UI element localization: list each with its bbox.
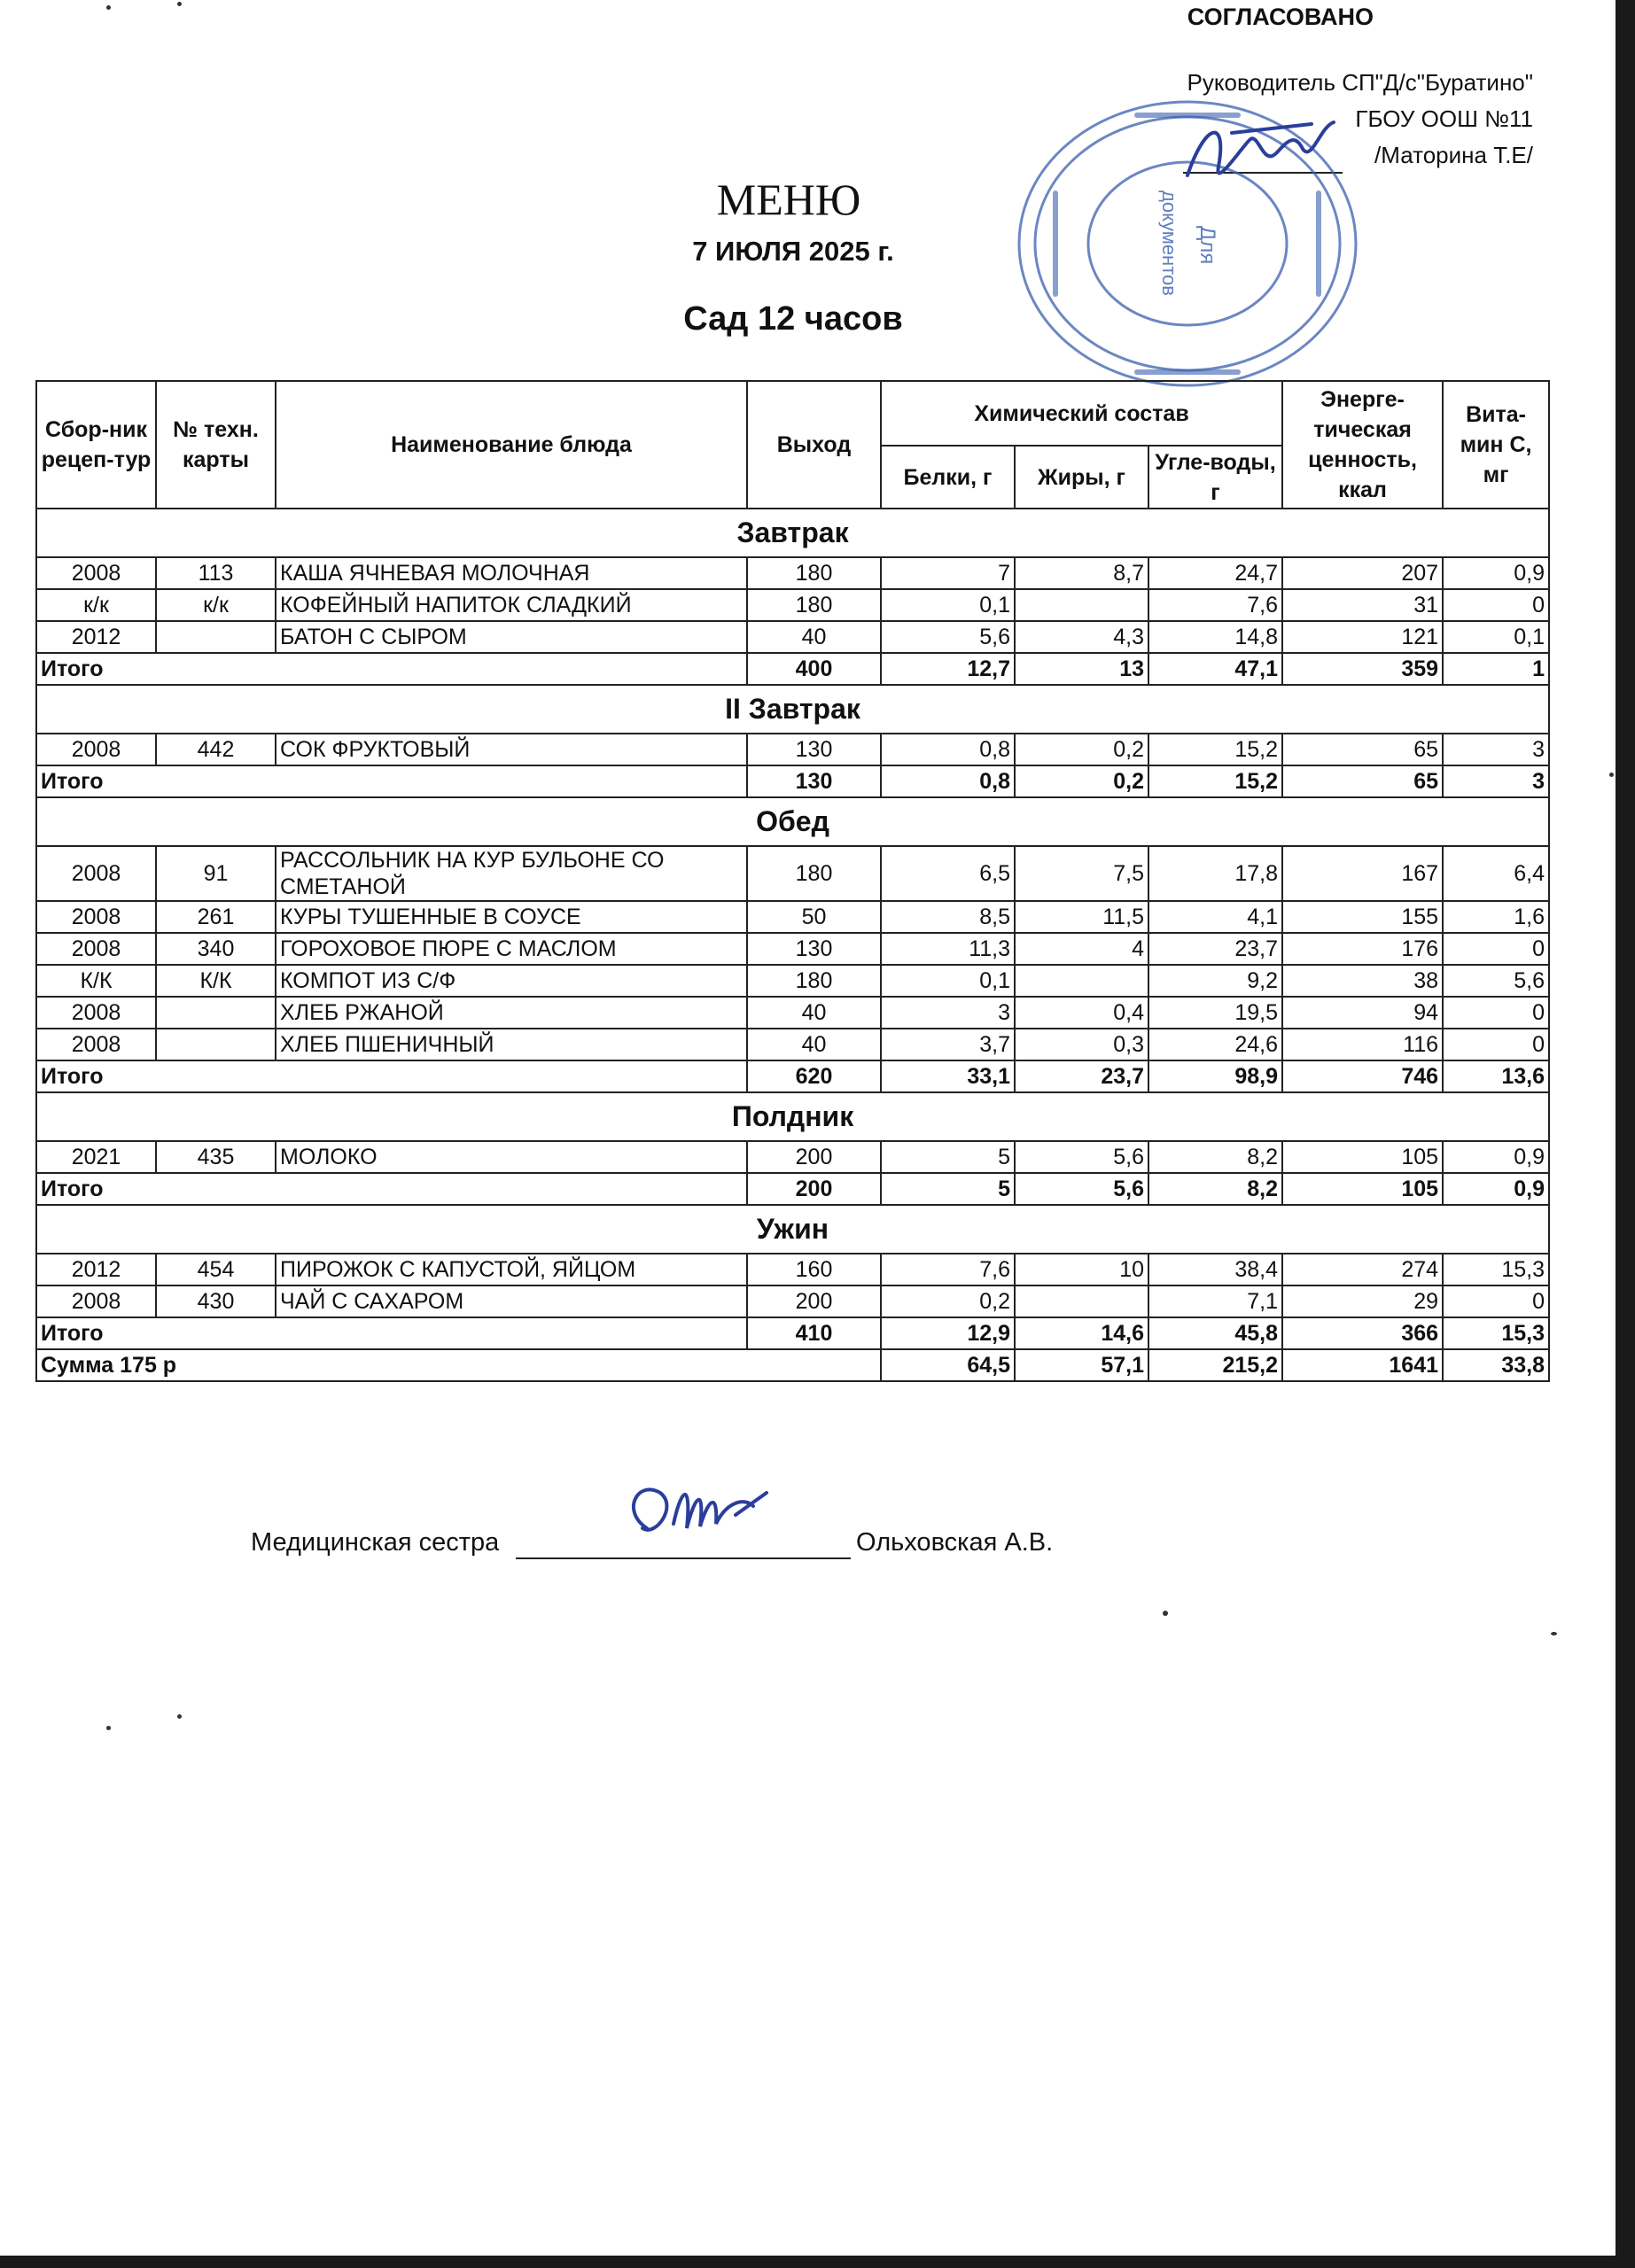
- cell-carbs: 24,6: [1148, 1029, 1282, 1060]
- cell-vitamin: 1,6: [1443, 901, 1549, 933]
- cell-protein: 7,6: [881, 1254, 1015, 1285]
- header-chemical: Химический состав: [881, 381, 1282, 446]
- total-carbs: 98,9: [1148, 1060, 1282, 1092]
- total-carbs: 15,2: [1148, 765, 1282, 797]
- cell-energy: 274: [1282, 1254, 1443, 1285]
- cell-collection: К/К: [36, 965, 156, 997]
- total-energy: 65: [1282, 765, 1443, 797]
- total-yield: 130: [747, 765, 881, 797]
- cell-yield: 50: [747, 901, 881, 933]
- table-row: [36, 557, 1549, 589]
- section-title: Обед: [36, 797, 1549, 846]
- cell-card: [156, 621, 276, 653]
- cell-energy: 31: [1282, 589, 1443, 621]
- cell-vitamin: 0: [1443, 589, 1549, 621]
- total-carbs: 47,1: [1148, 653, 1282, 685]
- cell-collection: 2008: [36, 557, 156, 589]
- nurse-name: Ольховская А.В.: [856, 1528, 1054, 1557]
- cell-protein: 3: [881, 997, 1015, 1029]
- total-yield: 400: [747, 653, 881, 685]
- header-collection: Сбор-ник рецеп-тур: [36, 381, 156, 509]
- stamp-text-1: Для: [1195, 226, 1219, 265]
- scan-speck: [1609, 773, 1614, 777]
- scan-speck: [177, 2, 182, 6]
- total-fat: 13: [1015, 653, 1148, 685]
- cell-name: ХЛЕБ ПШЕНИЧНЫЙ: [276, 1029, 747, 1060]
- cell-carbs: 14,8: [1148, 621, 1282, 653]
- cell-name: МОЛОКО: [276, 1141, 747, 1173]
- scan-edge-right: [1616, 0, 1635, 2268]
- cell-fat: 0,4: [1015, 997, 1148, 1029]
- cell-card: 340: [156, 933, 276, 965]
- grand-total-row: [36, 1349, 1549, 1381]
- cell-fat: [1015, 1285, 1148, 1317]
- grand-total-label: Сумма 175 р: [36, 1349, 881, 1381]
- menu-table: [35, 380, 1550, 1382]
- cell-protein: 5: [881, 1141, 1015, 1173]
- cell-energy: 65: [1282, 734, 1443, 765]
- cell-energy: 167: [1282, 846, 1443, 901]
- grand-total-protein: 64,5: [881, 1349, 1015, 1381]
- menu-session: Сад 12 часов: [683, 300, 903, 338]
- cell-fat: 8,7: [1015, 557, 1148, 589]
- scan-speck: [177, 1714, 182, 1719]
- cell-card: 261: [156, 901, 276, 933]
- cell-collection: 2012: [36, 1254, 156, 1285]
- menu-date: 7 ИЮЛЯ 2025 г.: [692, 236, 894, 267]
- cell-carbs: 17,8: [1148, 846, 1282, 901]
- cell-protein: 0,2: [881, 1285, 1015, 1317]
- cell-name: СОК ФРУКТОВЫЙ: [276, 734, 747, 765]
- total-fat: 23,7: [1015, 1060, 1148, 1092]
- table-row: [36, 846, 1549, 901]
- cell-fat: 4: [1015, 933, 1148, 965]
- cell-card: 442: [156, 734, 276, 765]
- total-yield: 410: [747, 1317, 881, 1349]
- cell-energy: 116: [1282, 1029, 1443, 1060]
- cell-card: [156, 1029, 276, 1060]
- cell-yield: 180: [747, 965, 881, 997]
- header-energy: Энерге-тическая ценность, ккал: [1282, 381, 1443, 509]
- cell-collection: 2021: [36, 1141, 156, 1173]
- cell-collection: к/к: [36, 589, 156, 621]
- table-row: [36, 1029, 1549, 1060]
- grand-total-carbs: 215,2: [1148, 1349, 1282, 1381]
- total-label: Итого: [36, 1060, 747, 1092]
- total-label: Итого: [36, 1173, 747, 1205]
- total-energy: 746: [1282, 1060, 1443, 1092]
- total-fat: 5,6: [1015, 1173, 1148, 1205]
- cell-name: КОМПОТ ИЗ С/Ф: [276, 965, 747, 997]
- total-energy: 105: [1282, 1173, 1443, 1205]
- total-row: [36, 1173, 1549, 1205]
- section-header: [36, 509, 1549, 557]
- stamp-text-2: документов: [1158, 190, 1180, 296]
- total-row: [36, 765, 1549, 797]
- total-label: Итого: [36, 1317, 747, 1349]
- section-header: [36, 685, 1549, 734]
- cell-card: [156, 997, 276, 1029]
- cell-fat: 5,6: [1015, 1141, 1148, 1173]
- cell-energy: 105: [1282, 1141, 1443, 1173]
- cell-fat: [1015, 589, 1148, 621]
- cell-name: ПИРОЖОК С КАПУСТОЙ, ЯЙЦОМ: [276, 1254, 747, 1285]
- cell-protein: 0,1: [881, 965, 1015, 997]
- scan-speck: [1551, 1632, 1557, 1635]
- header-fat: Жиры, г: [1015, 446, 1148, 509]
- total-vitamin: 13,6: [1443, 1060, 1549, 1092]
- section-title: II Завтрак: [36, 685, 1549, 734]
- cell-collection: 2008: [36, 1029, 156, 1060]
- cell-card: к/к: [156, 589, 276, 621]
- table-row: [36, 997, 1549, 1029]
- cell-collection: 2008: [36, 846, 156, 901]
- cell-energy: 38: [1282, 965, 1443, 997]
- total-fat: 14,6: [1015, 1317, 1148, 1349]
- cell-yield: 180: [747, 846, 881, 901]
- cell-fat: 7,5: [1015, 846, 1148, 901]
- total-row: [36, 1060, 1549, 1092]
- cell-vitamin: 0,9: [1443, 1141, 1549, 1173]
- cell-collection: 2008: [36, 901, 156, 933]
- footer: [0, 1519, 1635, 1590]
- total-row: [36, 1317, 1549, 1349]
- total-energy: 359: [1282, 653, 1443, 685]
- cell-protein: 3,7: [881, 1029, 1015, 1060]
- total-vitamin: 1: [1443, 653, 1549, 685]
- cell-card: 435: [156, 1141, 276, 1173]
- header-protein: Белки, г: [881, 446, 1015, 509]
- cell-vitamin: 6,4: [1443, 846, 1549, 901]
- cell-energy: 94: [1282, 997, 1443, 1029]
- total-label: Итого: [36, 765, 747, 797]
- cell-name: ЧАЙ С САХАРОМ: [276, 1285, 747, 1317]
- total-carbs: 45,8: [1148, 1317, 1282, 1349]
- cell-vitamin: 0: [1443, 1285, 1549, 1317]
- cell-yield: 180: [747, 589, 881, 621]
- cell-yield: 130: [747, 734, 881, 765]
- header-carbs: Угле-воды, г: [1148, 446, 1282, 509]
- cell-name: КУРЫ ТУШЕННЫЕ В СОУСЕ: [276, 901, 747, 933]
- table-row: [36, 901, 1549, 933]
- total-vitamin: 3: [1443, 765, 1549, 797]
- cell-carbs: 15,2: [1148, 734, 1282, 765]
- cell-collection: 2008: [36, 997, 156, 1029]
- cell-vitamin: 0: [1443, 1029, 1549, 1060]
- cell-yield: 160: [747, 1254, 881, 1285]
- scan-speck: [1163, 1611, 1168, 1616]
- cell-protein: 8,5: [881, 901, 1015, 933]
- scan-speck: [106, 5, 111, 10]
- header-dish: Наименование блюда: [276, 381, 747, 509]
- cell-fat: 0,3: [1015, 1029, 1148, 1060]
- head-signature: [1179, 113, 1347, 193]
- table-row: [36, 1254, 1549, 1285]
- section-title: Полдник: [36, 1092, 1549, 1141]
- cell-name: БАТОН С СЫРОМ: [276, 621, 747, 653]
- cell-vitamin: 15,3: [1443, 1254, 1549, 1285]
- table-row: [36, 965, 1549, 997]
- cell-vitamin: 0,9: [1443, 557, 1549, 589]
- header-yield: Выход: [747, 381, 881, 509]
- cell-fat: 0,2: [1015, 734, 1148, 765]
- cell-card: 430: [156, 1285, 276, 1317]
- cell-name: ХЛЕБ РЖАНОЙ: [276, 997, 747, 1029]
- cell-energy: 155: [1282, 901, 1443, 933]
- total-vitamin: 0,9: [1443, 1173, 1549, 1205]
- cell-protein: 7: [881, 557, 1015, 589]
- cell-carbs: 38,4: [1148, 1254, 1282, 1285]
- approval-position: Руководитель СП"Д/с"Буратино": [1187, 69, 1533, 96]
- cell-fat: 4,3: [1015, 621, 1148, 653]
- cell-energy: 29: [1282, 1285, 1443, 1317]
- cell-carbs: 9,2: [1148, 965, 1282, 997]
- header-card: № техн. карты: [156, 381, 276, 509]
- scan-edge-bottom: [0, 2256, 1635, 2268]
- cell-yield: 130: [747, 933, 881, 965]
- total-row: [36, 653, 1549, 685]
- cell-energy: 121: [1282, 621, 1443, 653]
- section-header: [36, 1092, 1549, 1141]
- total-yield: 200: [747, 1173, 881, 1205]
- total-protein: 0,8: [881, 765, 1015, 797]
- cell-carbs: 8,2: [1148, 1141, 1282, 1173]
- table-row: [36, 1285, 1549, 1317]
- cell-protein: 6,5: [881, 846, 1015, 901]
- cell-protein: 11,3: [881, 933, 1015, 965]
- table-row: [36, 621, 1549, 653]
- cell-fat: 11,5: [1015, 901, 1148, 933]
- menu-table-body: [36, 509, 1549, 1381]
- cell-vitamin: 0,1: [1443, 621, 1549, 653]
- approval-name: /Маторина Т.Е/: [1374, 142, 1533, 168]
- cell-vitamin: 3: [1443, 734, 1549, 765]
- table-row: [36, 589, 1549, 621]
- cell-vitamin: 0: [1443, 933, 1549, 965]
- cell-carbs: 19,5: [1148, 997, 1282, 1029]
- grand-total-fat: 57,1: [1015, 1349, 1148, 1381]
- cell-card: 91: [156, 846, 276, 901]
- total-protein: 12,9: [881, 1317, 1015, 1349]
- cell-protein: 0,1: [881, 589, 1015, 621]
- total-vitamin: 15,3: [1443, 1317, 1549, 1349]
- cell-name: КАША ЯЧНЕВАЯ МОЛОЧНАЯ: [276, 557, 747, 589]
- cell-carbs: 4,1: [1148, 901, 1282, 933]
- total-energy: 366: [1282, 1317, 1443, 1349]
- section-title: Ужин: [36, 1205, 1549, 1254]
- total-protein: 12,7: [881, 653, 1015, 685]
- total-protein: 33,1: [881, 1060, 1015, 1092]
- cell-yield: 200: [747, 1141, 881, 1173]
- cell-fat: [1015, 965, 1148, 997]
- cell-name: КОФЕЙНЫЙ НАПИТОК СЛАДКИЙ: [276, 589, 747, 621]
- total-yield: 620: [747, 1060, 881, 1092]
- cell-yield: 40: [747, 1029, 881, 1060]
- cell-energy: 176: [1282, 933, 1443, 965]
- cell-collection: 2008: [36, 734, 156, 765]
- cell-fat: 10: [1015, 1254, 1148, 1285]
- cell-card: 113: [156, 557, 276, 589]
- table-row: [36, 933, 1549, 965]
- cell-vitamin: 0: [1443, 997, 1549, 1029]
- cell-vitamin: 5,6: [1443, 965, 1549, 997]
- page-title: МЕНЮ: [716, 175, 861, 224]
- total-protein: 5: [881, 1173, 1015, 1205]
- header-vitamin: Вита-мин С, мг: [1443, 381, 1549, 509]
- nurse-role: Медицинская сестра: [251, 1528, 500, 1557]
- total-carbs: 8,2: [1148, 1173, 1282, 1205]
- approval-agreed: СОГЛАСОВАНО: [1187, 4, 1374, 30]
- cell-name: РАССОЛЬНИК НА КУР БУЛЬОНЕ СО СМЕТАНОЙ: [276, 846, 747, 901]
- grand-total-vitamin: 33,8: [1443, 1349, 1549, 1381]
- section-header: [36, 1205, 1549, 1254]
- cell-carbs: 7,1: [1148, 1285, 1282, 1317]
- cell-protein: 0,8: [881, 734, 1015, 765]
- cell-energy: 207: [1282, 557, 1443, 589]
- approval-organization: ГБОУ ООШ №11: [1355, 105, 1533, 132]
- cell-carbs: 23,7: [1148, 933, 1282, 965]
- section-header: [36, 797, 1549, 846]
- cell-carbs: 24,7: [1148, 557, 1282, 589]
- cell-card: К/К: [156, 965, 276, 997]
- cell-collection: 2008: [36, 1285, 156, 1317]
- cell-protein: 5,6: [881, 621, 1015, 653]
- scan-speck: [106, 1726, 111, 1730]
- cell-name: ГОРОХОВОЕ ПЮРЕ С МАСЛОМ: [276, 933, 747, 965]
- cell-yield: 40: [747, 621, 881, 653]
- cell-yield: 40: [747, 997, 881, 1029]
- cell-yield: 200: [747, 1285, 881, 1317]
- total-fat: 0,2: [1015, 765, 1148, 797]
- table-row: [36, 734, 1549, 765]
- cell-yield: 180: [747, 557, 881, 589]
- cell-card: 454: [156, 1254, 276, 1285]
- table-row: [36, 1141, 1549, 1173]
- cell-collection: 2012: [36, 621, 156, 653]
- total-label: Итого: [36, 653, 747, 685]
- cell-collection: 2008: [36, 933, 156, 965]
- grand-total-energy: 1641: [1282, 1349, 1443, 1381]
- cell-carbs: 7,6: [1148, 589, 1282, 621]
- nurse-signature-line: [516, 1557, 851, 1559]
- section-title: Завтрак: [36, 509, 1549, 557]
